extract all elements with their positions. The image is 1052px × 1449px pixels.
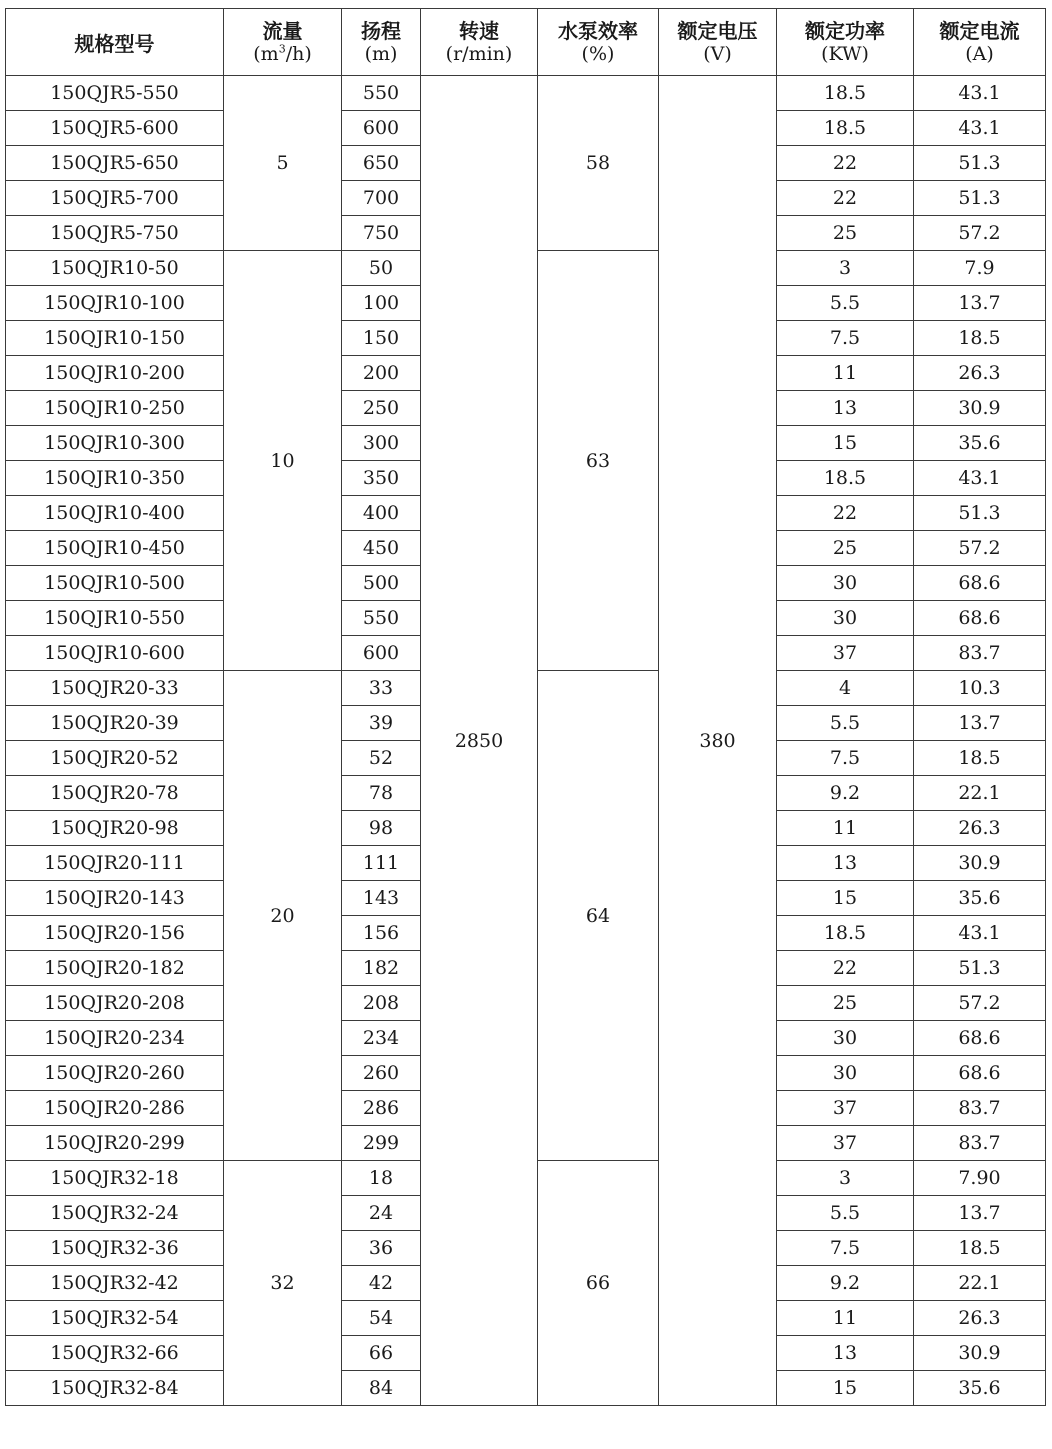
head-cell: 111 <box>342 846 421 881</box>
power-cell: 30 <box>777 566 914 601</box>
model-cell: 150QJR5-700 <box>6 181 224 216</box>
head-cell: 78 <box>342 776 421 811</box>
model-cell: 150QJR5-750 <box>6 216 224 251</box>
header-power-unit: (KW) <box>821 42 869 65</box>
header-current-label: 额定电流 <box>939 18 1020 43</box>
current-cell: 51.3 <box>914 496 1046 531</box>
header-head <box>342 9 421 76</box>
current-cell: 26.3 <box>914 356 1046 391</box>
model-cell: 150QJR20-98 <box>6 811 224 846</box>
current-cell: 13.7 <box>914 1196 1046 1231</box>
power-cell: 9.2 <box>777 1266 914 1301</box>
head-cell: 200 <box>342 356 421 391</box>
header-efficiency-label: 水泵效率 <box>558 18 638 43</box>
power-cell: 11 <box>777 356 914 391</box>
power-cell: 18.5 <box>777 76 914 111</box>
model-cell: 150QJR10-250 <box>6 391 224 426</box>
head-cell: 33 <box>342 671 421 706</box>
model-cell: 150QJR32-36 <box>6 1231 224 1266</box>
power-cell: 3 <box>777 251 914 286</box>
head-cell: 24 <box>342 1196 421 1231</box>
model-cell: 150QJR20-156 <box>6 916 224 951</box>
current-cell: 22.1 <box>914 1266 1046 1301</box>
model-cell: 150QJR10-450 <box>6 531 224 566</box>
power-cell: 22 <box>777 146 914 181</box>
head-cell: 66 <box>342 1336 421 1371</box>
power-cell: 11 <box>777 811 914 846</box>
header-row <box>6 9 1046 76</box>
power-cell: 30 <box>777 1056 914 1091</box>
head-cell: 260 <box>342 1056 421 1091</box>
current-cell: 68.6 <box>914 1021 1046 1056</box>
head-cell: 600 <box>342 636 421 671</box>
current-cell: 43.1 <box>914 111 1046 146</box>
current-cell: 30.9 <box>914 846 1046 881</box>
current-cell: 57.2 <box>914 216 1046 251</box>
header-flow-label: 流量 <box>262 18 303 43</box>
head-cell: 36 <box>342 1231 421 1266</box>
head-cell: 98 <box>342 811 421 846</box>
power-cell: 25 <box>777 531 914 566</box>
model-cell: 150QJR32-24 <box>6 1196 224 1231</box>
head-cell: 299 <box>342 1126 421 1161</box>
head-cell: 500 <box>342 566 421 601</box>
model-cell: 150QJR20-52 <box>6 741 224 776</box>
power-cell: 22 <box>777 496 914 531</box>
head-cell: 450 <box>342 531 421 566</box>
model-cell: 150QJR10-50 <box>6 251 224 286</box>
model-cell: 150QJR5-600 <box>6 111 224 146</box>
power-cell: 25 <box>777 986 914 1021</box>
current-cell: 26.3 <box>914 1301 1046 1336</box>
current-cell: 68.6 <box>914 566 1046 601</box>
power-cell: 22 <box>777 951 914 986</box>
power-cell: 4 <box>777 671 914 706</box>
model-cell: 150QJR20-111 <box>6 846 224 881</box>
model-cell: 150QJR10-350 <box>6 461 224 496</box>
model-cell: 150QJR10-100 <box>6 286 224 321</box>
current-cell: 26.3 <box>914 811 1046 846</box>
header-voltage-unit: (V) <box>703 42 732 65</box>
power-cell: 7.5 <box>777 741 914 776</box>
model-cell: 150QJR20-286 <box>6 1091 224 1126</box>
head-cell: 286 <box>342 1091 421 1126</box>
power-cell: 18.5 <box>777 111 914 146</box>
model-cell: 150QJR5-550 <box>6 76 224 111</box>
spec-table-body <box>6 76 1046 1406</box>
current-cell: 57.2 <box>914 986 1046 1021</box>
power-cell: 11 <box>777 1301 914 1336</box>
header-current-unit: (A) <box>965 42 994 65</box>
model-cell: 150QJR20-33 <box>6 671 224 706</box>
head-cell: 156 <box>342 916 421 951</box>
header-model <box>6 9 224 76</box>
head-cell: 182 <box>342 951 421 986</box>
head-cell: 300 <box>342 426 421 461</box>
efficiency-cell: 63 <box>538 251 659 671</box>
power-cell: 15 <box>777 426 914 461</box>
head-cell: 100 <box>342 286 421 321</box>
power-cell: 25 <box>777 216 914 251</box>
speed-cell: 2850 <box>421 76 538 1406</box>
head-cell: 54 <box>342 1301 421 1336</box>
model-cell: 150QJR10-200 <box>6 356 224 391</box>
current-cell: 7.9 <box>914 251 1046 286</box>
head-cell: 143 <box>342 881 421 916</box>
power-cell: 22 <box>777 181 914 216</box>
model-cell: 150QJR10-600 <box>6 636 224 671</box>
current-cell: 83.7 <box>914 1091 1046 1126</box>
current-cell: 22.1 <box>914 776 1046 811</box>
flow-cell: 32 <box>224 1161 342 1406</box>
head-cell: 700 <box>342 181 421 216</box>
header-flow <box>224 9 342 76</box>
pump-spec-table <box>5 8 1046 1406</box>
header-power <box>777 9 914 76</box>
current-cell: 83.7 <box>914 636 1046 671</box>
model-cell: 150QJR20-260 <box>6 1056 224 1091</box>
model-cell: 150QJR20-208 <box>6 986 224 1021</box>
head-cell: 400 <box>342 496 421 531</box>
model-cell: 150QJR10-400 <box>6 496 224 531</box>
current-cell: 68.6 <box>914 1056 1046 1091</box>
head-cell: 550 <box>342 601 421 636</box>
current-cell: 51.3 <box>914 951 1046 986</box>
header-speed-label: 转速 <box>459 18 499 43</box>
header-speed <box>421 9 538 76</box>
model-cell: 150QJR10-150 <box>6 321 224 356</box>
model-cell: 150QJR20-182 <box>6 951 224 986</box>
header-model-label: 规格型号 <box>74 31 155 56</box>
model-cell: 150QJR10-550 <box>6 601 224 636</box>
power-cell: 37 <box>777 1126 914 1161</box>
power-cell: 30 <box>777 601 914 636</box>
current-cell: 10.3 <box>914 671 1046 706</box>
efficiency-cell: 66 <box>538 1161 659 1406</box>
power-cell: 37 <box>777 636 914 671</box>
current-cell: 68.6 <box>914 601 1046 636</box>
model-cell: 150QJR5-650 <box>6 146 224 181</box>
current-cell: 43.1 <box>914 916 1046 951</box>
power-cell: 13 <box>777 391 914 426</box>
power-cell: 7.5 <box>777 1231 914 1266</box>
model-cell: 150QJR32-54 <box>6 1301 224 1336</box>
header-head-unit: (m) <box>364 42 398 65</box>
model-cell: 150QJR32-66 <box>6 1336 224 1371</box>
model-cell: 150QJR20-299 <box>6 1126 224 1161</box>
head-cell: 600 <box>342 111 421 146</box>
head-cell: 150 <box>342 321 421 356</box>
current-cell: 35.6 <box>914 426 1046 461</box>
head-cell: 52 <box>342 741 421 776</box>
current-cell: 18.5 <box>914 1231 1046 1266</box>
header-current <box>914 9 1046 76</box>
head-cell: 234 <box>342 1021 421 1056</box>
current-cell: 35.6 <box>914 1371 1046 1406</box>
flow-cell: 10 <box>224 251 342 671</box>
power-cell: 15 <box>777 881 914 916</box>
current-cell: 51.3 <box>914 146 1046 181</box>
header-voltage-label: 额定电压 <box>677 18 758 43</box>
power-cell: 13 <box>777 846 914 881</box>
current-cell: 51.3 <box>914 181 1046 216</box>
current-cell: 35.6 <box>914 881 1046 916</box>
current-cell: 30.9 <box>914 1336 1046 1371</box>
header-power-label: 额定功率 <box>805 18 885 43</box>
head-cell: 39 <box>342 706 421 741</box>
power-cell: 5.5 <box>777 706 914 741</box>
head-cell: 550 <box>342 76 421 111</box>
efficiency-cell: 64 <box>538 671 659 1161</box>
power-cell: 18.5 <box>777 461 914 496</box>
head-cell: 650 <box>342 146 421 181</box>
power-cell: 37 <box>777 1091 914 1126</box>
header-head-label: 扬程 <box>361 18 401 43</box>
current-cell: 18.5 <box>914 321 1046 356</box>
power-cell: 30 <box>777 1021 914 1056</box>
model-cell: 150QJR32-42 <box>6 1266 224 1301</box>
current-cell: 43.1 <box>914 461 1046 496</box>
power-cell: 15 <box>777 1371 914 1406</box>
model-cell: 150QJR32-18 <box>6 1161 224 1196</box>
head-cell: 750 <box>342 216 421 251</box>
head-cell: 42 <box>342 1266 421 1301</box>
current-cell: 13.7 <box>914 706 1046 741</box>
head-cell: 50 <box>342 251 421 286</box>
head-cell: 84 <box>342 1371 421 1406</box>
flow-cell: 5 <box>224 76 342 251</box>
header-speed-unit: (r/min) <box>445 42 513 65</box>
header-efficiency <box>538 9 659 76</box>
flow-cell: 20 <box>224 671 342 1161</box>
current-cell: 7.90 <box>914 1161 1046 1196</box>
model-cell: 150QJR20-143 <box>6 881 224 916</box>
header-efficiency-unit: (%) <box>581 42 615 65</box>
power-cell: 5.5 <box>777 1196 914 1231</box>
model-cell: 150QJR20-78 <box>6 776 224 811</box>
power-cell: 9.2 <box>777 776 914 811</box>
model-cell: 150QJR20-39 <box>6 706 224 741</box>
current-cell: 30.9 <box>914 391 1046 426</box>
power-cell: 13 <box>777 1336 914 1371</box>
model-cell: 150QJR20-234 <box>6 1021 224 1056</box>
head-cell: 250 <box>342 391 421 426</box>
power-cell: 3 <box>777 1161 914 1196</box>
head-cell: 208 <box>342 986 421 1021</box>
table-row <box>6 76 1046 111</box>
current-cell: 13.7 <box>914 286 1046 321</box>
header-voltage <box>659 9 777 76</box>
power-cell: 18.5 <box>777 916 914 951</box>
header-flow-unit: $(m^3/h)$ <box>253 42 312 65</box>
model-cell: 150QJR10-500 <box>6 566 224 601</box>
model-cell: 150QJR32-84 <box>6 1371 224 1406</box>
head-cell: 18 <box>342 1161 421 1196</box>
current-cell: 83.7 <box>914 1126 1046 1161</box>
current-cell: 43.1 <box>914 76 1046 111</box>
power-cell: 5.5 <box>777 286 914 321</box>
current-cell: 57.2 <box>914 531 1046 566</box>
model-cell: 150QJR10-300 <box>6 426 224 461</box>
voltage-cell: 380 <box>659 76 777 1406</box>
current-cell: 18.5 <box>914 741 1046 776</box>
head-cell: 350 <box>342 461 421 496</box>
power-cell: 7.5 <box>777 321 914 356</box>
efficiency-cell: 58 <box>538 76 659 251</box>
